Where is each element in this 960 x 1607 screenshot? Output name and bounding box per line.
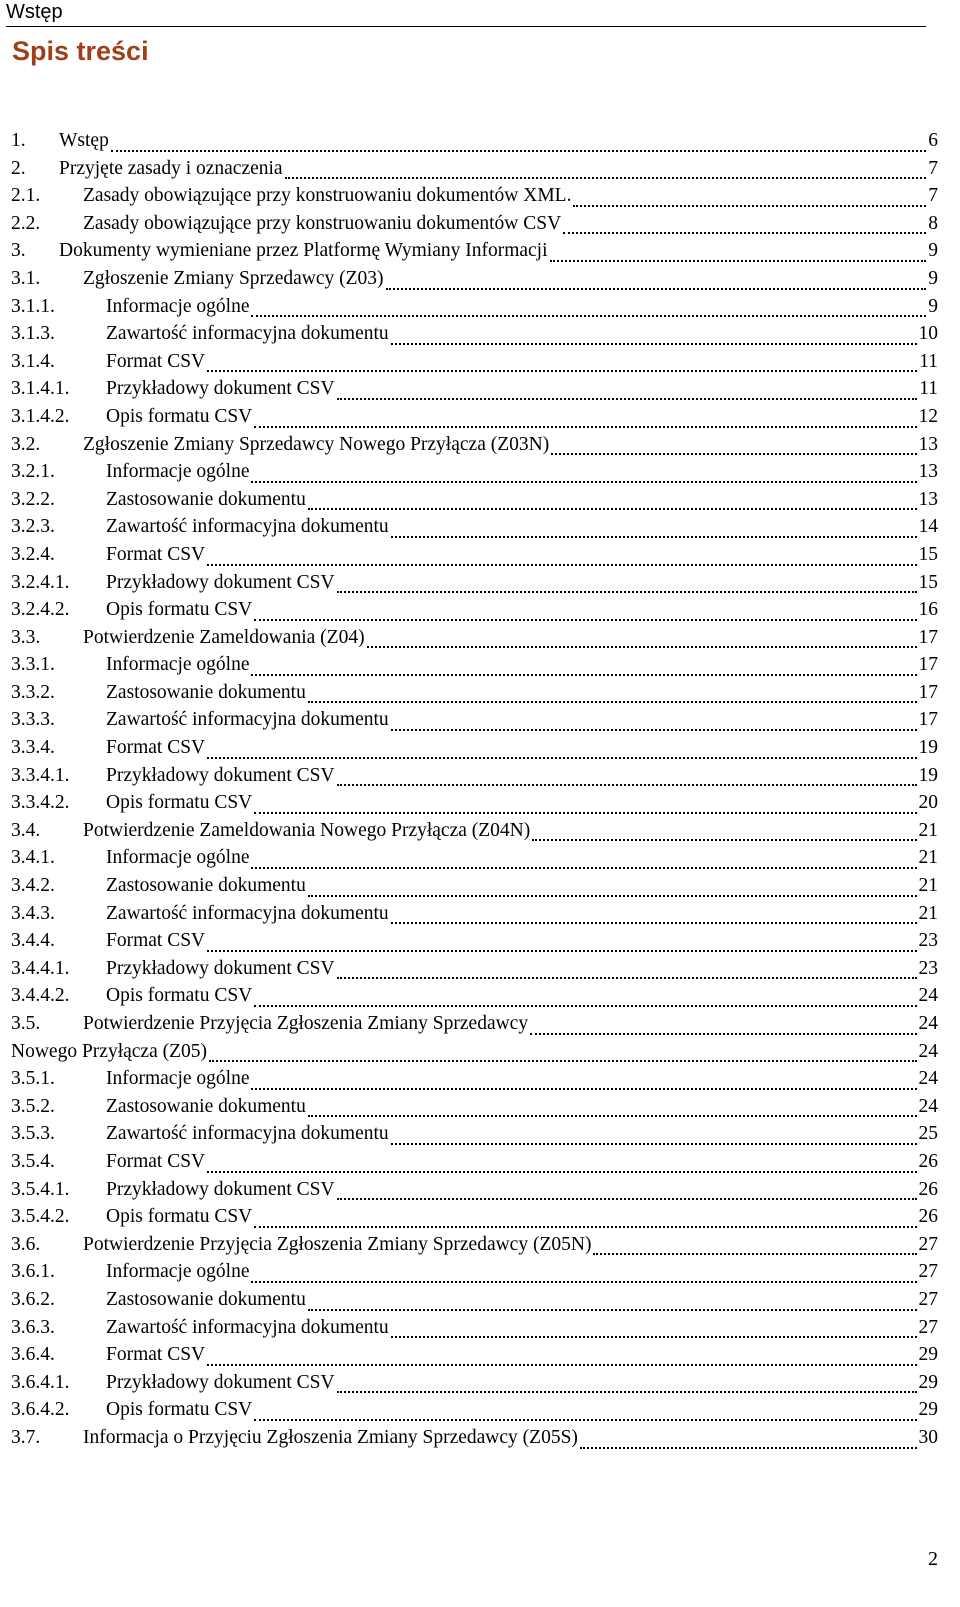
toc-entry-label: Zasady obowiązujące przy konstruowaniu dokumentów CSV [83, 212, 562, 234]
toc-entry-number: 3.1. [11, 267, 41, 289]
toc-entry[interactable] [11, 434, 938, 462]
toc-entry[interactable] [11, 240, 938, 268]
dot-leader [391, 343, 917, 345]
toc-entry-number: 3.4.4. [11, 930, 55, 952]
toc-entry-label: Przykładowy dokument CSV [106, 1371, 335, 1393]
dot-leader [550, 260, 926, 262]
dot-leader [386, 288, 926, 290]
toc-entry-number: 3.4.4.2. [11, 985, 70, 1007]
toc-entry-number: 3.2.1. [11, 461, 55, 483]
toc-entry-label: Zawartość informacyjna dokumentu [106, 516, 389, 538]
toc-entry[interactable] [11, 847, 938, 875]
dot-leader [337, 1198, 917, 1200]
toc-entry-label: Zawartość informacyjna dokumentu [106, 1316, 389, 1338]
toc-entry[interactable] [11, 544, 938, 572]
toc-entry-page: 24 [918, 1013, 938, 1034]
toc-entry-page: 24 [918, 1040, 938, 1062]
dot-leader [254, 1005, 916, 1007]
toc-entry-page: 21 [918, 847, 938, 869]
toc-entry-number: 3.2.3. [11, 516, 55, 538]
page-title: Spis treści [12, 36, 149, 66]
toc-entry-number: 3.2. [11, 433, 41, 455]
toc-entry-number: 3. [11, 240, 26, 262]
dot-leader [251, 674, 916, 676]
toc-entry[interactable] [11, 213, 938, 241]
toc-entry-page: 26 [918, 1206, 938, 1228]
toc-entry-page: 12 [918, 405, 938, 427]
toc-entry[interactable] [11, 985, 938, 1013]
table-of-contents [11, 130, 938, 1455]
toc-entry-label: Potwierdzenie Przyjęcia Zgłoszenia Zmiany Sprzedawcy [83, 1013, 529, 1034]
toc-entry[interactable] [11, 1151, 938, 1179]
toc-entry[interactable] [11, 1317, 938, 1345]
toc-entry-number: 3.6.4. [11, 1344, 55, 1366]
toc-entry-label: Zgłoszenie Zmiany Sprzedawcy (Z03) [83, 267, 384, 289]
toc-entry[interactable] [11, 1344, 938, 1372]
page-number: 2 [928, 1548, 938, 1570]
toc-entry-label: Przykładowy dokument CSV [106, 378, 335, 400]
toc-entry-page: 19 [918, 737, 938, 759]
toc-entry-page: 27 [918, 1316, 938, 1338]
toc-entry-label: Zawartość informacyjna dokumentu [106, 1123, 389, 1145]
toc-entry-page: 30 [918, 1426, 938, 1448]
toc-entry-number: 3.3.1. [11, 654, 55, 676]
toc-entry-page: 8 [928, 212, 938, 234]
toc-entry-label: Przykładowy dokument CSV [106, 957, 335, 979]
dot-leader [251, 315, 926, 317]
dot-leader [308, 1115, 917, 1117]
toc-entry-number: 3.6. [11, 1233, 41, 1255]
toc-entry-number: 3.3.3. [11, 709, 55, 731]
toc-entry-page: 19 [918, 764, 938, 786]
toc-entry-page: 17 [918, 626, 938, 648]
toc-entry[interactable] [11, 875, 938, 903]
toc-entry[interactable] [11, 903, 938, 931]
toc-entry-page: 27 [918, 1261, 938, 1283]
toc-entry-page: 15 [918, 543, 938, 565]
toc-entry-number: 3.1.4.1. [11, 378, 70, 400]
dot-leader [254, 426, 916, 428]
toc-entry[interactable] [11, 1427, 938, 1455]
toc-entry-number: 3.1.1. [11, 295, 55, 317]
toc-entry-page: 24 [918, 985, 938, 1007]
dot-leader [251, 1088, 916, 1090]
toc-entry-label: Opis formatu CSV [106, 985, 253, 1007]
toc-entry[interactable] [11, 737, 938, 765]
toc-entry-label: Potwierdzenie Zameldowania Nowego Przyłącza (Z04N) [83, 819, 531, 841]
toc-entry-label: Opis formatu CSV [106, 405, 253, 427]
toc-entry-label: Informacje ogólne [106, 461, 250, 483]
toc-entry[interactable] [11, 958, 938, 986]
toc-entry[interactable] [11, 572, 938, 600]
toc-entry-page: 24 [918, 1095, 938, 1117]
toc-entry-number: 3.6.1. [11, 1261, 55, 1283]
toc-entry-label: Dokumenty wymieniane przez Platformę Wymiany Informacji [59, 240, 548, 262]
toc-entry-page: 9 [928, 295, 938, 317]
toc-entry[interactable] [11, 1289, 938, 1317]
dot-leader [308, 1309, 917, 1311]
toc-entry-page: 7 [928, 185, 938, 207]
toc-entry-page: 23 [918, 930, 938, 952]
dot-leader [391, 1336, 917, 1338]
dot-leader [593, 1253, 916, 1255]
toc-entry-label: Opis formatu CSV [106, 599, 253, 621]
toc-entry-label: Potwierdzenie Zameldowania (Z04) [83, 626, 365, 648]
toc-entry-page: 26 [918, 1178, 938, 1200]
toc-entry-label: Format CSV [106, 930, 206, 952]
toc-entry[interactable] [11, 1372, 938, 1400]
toc-entry[interactable] [11, 516, 938, 544]
dot-leader [254, 1226, 916, 1228]
toc-entry[interactable] [11, 654, 938, 682]
toc-entry-page: 13 [918, 433, 938, 455]
toc-entry-number: 3.4.2. [11, 875, 55, 897]
dot-leader [573, 205, 926, 207]
toc-entry[interactable] [11, 268, 938, 296]
dot-leader [391, 729, 917, 731]
dot-leader [251, 1281, 916, 1283]
dot-leader [391, 922, 917, 924]
toc-entry-number: 3.5.4.1. [11, 1178, 70, 1200]
toc-entry[interactable] [11, 930, 938, 958]
toc-entry[interactable] [11, 709, 938, 737]
dot-leader [337, 591, 917, 593]
dot-leader [337, 1391, 917, 1393]
toc-entry-number: 3.6.4.2. [11, 1399, 70, 1421]
dot-leader [209, 1060, 917, 1062]
toc-entry-label: Format CSV [106, 543, 206, 565]
toc-entry-page: 11 [919, 378, 938, 400]
toc-entry-number: 3.5.3. [11, 1123, 55, 1145]
toc-entry[interactable] [11, 1234, 938, 1262]
toc-entry-number: 3.5. [11, 1013, 41, 1034]
toc-entry-label: Zawartość informacyjna dokumentu [106, 709, 389, 731]
toc-entry[interactable] [11, 158, 938, 186]
toc-entry-number: 3.2.4. [11, 543, 55, 565]
toc-entry-label: Format CSV [106, 1150, 206, 1172]
toc-entry-label: Zgłoszenie Zmiany Sprzedawcy Nowego Przyłącza (Z03N) [83, 433, 550, 455]
dot-leader [251, 481, 916, 483]
toc-entry-label: Zawartość informacyjna dokumentu [106, 902, 389, 924]
toc-entry[interactable] [11, 351, 938, 379]
toc-entry-label: Zasady obowiązujące przy konstruowaniu dokumentów XML. [83, 185, 572, 207]
toc-entry-label: Przykładowy dokument CSV [106, 1178, 335, 1200]
toc-entry-label: Opis formatu CSV [106, 1206, 253, 1228]
toc-entry[interactable] [11, 185, 938, 213]
toc-entry-page: 27 [918, 1233, 938, 1255]
toc-entry-page: 17 [918, 654, 938, 676]
toc-entry-label: Informacje ogólne [106, 295, 250, 317]
toc-entry[interactable] [11, 489, 938, 517]
toc-entry-number: 3.4. [11, 819, 41, 841]
dot-leader [563, 232, 926, 234]
toc-entry[interactable] [11, 130, 938, 158]
dot-leader [207, 757, 916, 759]
toc-entry-label: Zastosowanie dokumentu [106, 681, 306, 703]
dot-leader [285, 177, 926, 179]
toc-entry[interactable] [11, 1261, 938, 1289]
dot-leader [308, 508, 917, 510]
toc-entry[interactable] [11, 296, 938, 324]
toc-entry-page: 25 [918, 1123, 938, 1145]
toc-entry-number: 3.1.4.2. [11, 405, 70, 427]
toc-entry-number: 3.5.4. [11, 1150, 55, 1172]
toc-entry-label: Format CSV [106, 737, 206, 759]
toc-entry-number: 3.2.2. [11, 488, 55, 510]
toc-entry-page: 14 [918, 516, 938, 538]
toc-entry-page: 21 [918, 875, 938, 897]
toc-entry-label: Informacje ogólne [106, 654, 250, 676]
toc-entry-label: Opis formatu CSV [106, 1399, 253, 1421]
dot-leader [254, 1419, 916, 1421]
dot-leader [337, 784, 917, 786]
toc-entry-label: Przyjęte zasady i oznaczenia [59, 157, 283, 179]
dot-leader [367, 646, 917, 648]
toc-entry-page: 16 [918, 599, 938, 621]
toc-entry-number: 3.1.4. [11, 350, 55, 372]
toc-entry-number: 2.1. [11, 185, 41, 207]
toc-entry-label: Zastosowanie dokumentu [106, 875, 306, 897]
toc-entry-page: 20 [918, 792, 938, 814]
toc-entry-number: 3.3.2. [11, 681, 55, 703]
toc-entry-page: 6 [928, 130, 938, 151]
dot-leader [532, 839, 916, 841]
toc-entry-label: Nowego Przyłącza (Z05) [11, 1040, 207, 1062]
toc-entry-number: 3.5.4.2. [11, 1206, 70, 1228]
toc-entry[interactable] [11, 682, 938, 710]
toc-entry-number: 3.2.4.2. [11, 599, 70, 621]
dot-leader [207, 1171, 916, 1173]
toc-entry-number: 2. [11, 157, 26, 179]
toc-entry-page: 10 [918, 323, 938, 345]
toc-entry-page: 17 [918, 709, 938, 731]
toc-entry-number: 3.1.3. [11, 323, 55, 345]
toc-entry[interactable] [11, 1123, 938, 1151]
toc-entry[interactable] [11, 1041, 938, 1069]
toc-entry-page: 13 [918, 488, 938, 510]
toc-entry-label: Zawartość informacyjna dokumentu [106, 323, 389, 345]
dot-leader [251, 867, 916, 869]
toc-entry-page: 17 [918, 681, 938, 703]
toc-entry[interactable] [11, 1013, 938, 1041]
toc-entry-page: 24 [918, 1068, 938, 1090]
dot-leader [308, 895, 917, 897]
toc-entry-page: 7 [928, 157, 938, 179]
toc-entry-number: 3.4.3. [11, 902, 55, 924]
dot-leader [254, 619, 916, 621]
toc-entry-number: 3.2.4.1. [11, 571, 70, 593]
dot-leader [391, 1143, 917, 1145]
dot-leader [580, 1447, 917, 1449]
toc-entry-page: 21 [918, 819, 938, 841]
toc-entry[interactable] [11, 406, 938, 434]
toc-entry-label: Informacja o Przyjęciu Zgłoszenia Zmiany Sprzedawcy (Z05S) [83, 1426, 578, 1448]
toc-entry-number: 3.3. [11, 626, 41, 648]
toc-entry-page: 29 [918, 1371, 938, 1393]
toc-entry-number: 3.7. [11, 1426, 41, 1448]
toc-entry[interactable] [11, 1068, 938, 1096]
dot-leader [337, 398, 918, 400]
toc-entry-label: Zastosowanie dokumentu [106, 1095, 306, 1117]
toc-entry-number: 3.6.3. [11, 1316, 55, 1338]
toc-entry[interactable] [11, 820, 938, 848]
toc-entry-number: 3.5.2. [11, 1095, 55, 1117]
dot-leader [207, 1364, 916, 1366]
toc-entry-number: 3.5.1. [11, 1068, 55, 1090]
toc-entry-page: 9 [928, 267, 938, 289]
toc-entry-number: 1. [11, 130, 26, 151]
toc-entry-number: 2.2. [11, 212, 41, 234]
toc-entry[interactable] [11, 599, 938, 627]
toc-entry-label: Wstęp [59, 130, 109, 151]
toc-entry-number: 3.4.4.1. [11, 957, 70, 979]
toc-entry-label: Potwierdzenie Przyjęcia Zgłoszenia Zmiany Sprzedawcy (Z05N) [83, 1233, 592, 1255]
toc-entry-page: 29 [918, 1344, 938, 1366]
dot-leader [254, 812, 916, 814]
toc-entry-number: 3.6.2. [11, 1288, 55, 1310]
toc-entry-number: 3.3.4.1. [11, 764, 70, 786]
toc-entry-number: 3.6.4.1. [11, 1371, 70, 1393]
toc-entry-label: Zastosowanie dokumentu [106, 1288, 306, 1310]
toc-entry[interactable] [11, 323, 938, 351]
running-header [6, 0, 926, 27]
header-section-title: Wstęp [6, 1, 63, 23]
toc-entry[interactable] [11, 792, 938, 820]
toc-entry[interactable] [11, 1206, 938, 1234]
toc-entry-page: 21 [918, 902, 938, 924]
toc-entry-page: 13 [918, 461, 938, 483]
toc-entry-label: Informacje ogólne [106, 847, 250, 869]
toc-entry-page: 15 [918, 571, 938, 593]
dot-leader [391, 536, 917, 538]
toc-entry-page: 29 [918, 1399, 938, 1421]
toc-entry-page: 26 [918, 1150, 938, 1172]
toc-entry-label: Opis formatu CSV [106, 792, 253, 814]
toc-entry[interactable] [11, 765, 938, 793]
toc-entry-label: Format CSV [106, 1344, 206, 1366]
toc-entry[interactable] [11, 1399, 938, 1427]
dot-leader [207, 370, 917, 372]
toc-entry-page: 27 [918, 1288, 938, 1310]
toc-entry[interactable] [11, 627, 938, 655]
toc-entry[interactable] [11, 378, 938, 406]
toc-entry-number: 3.3.4. [11, 737, 55, 759]
toc-entry-label: Informacje ogólne [106, 1068, 250, 1090]
toc-entry-number: 3.4.1. [11, 847, 55, 869]
dot-leader [337, 977, 917, 979]
dot-leader [207, 950, 916, 952]
toc-entry[interactable] [11, 461, 938, 489]
toc-entry-page: 11 [919, 350, 938, 372]
toc-entry-label: Przykładowy dokument CSV [106, 764, 335, 786]
toc-entry-label: Format CSV [106, 350, 206, 372]
dot-leader [207, 564, 916, 566]
toc-entry-label: Informacje ogólne [106, 1261, 250, 1283]
toc-entry-page: 23 [918, 957, 938, 979]
toc-entry[interactable] [11, 1096, 938, 1124]
dot-leader [530, 1033, 916, 1035]
dot-leader [308, 701, 917, 703]
dot-leader [551, 453, 916, 455]
toc-entry-label: Przykładowy dokument CSV [106, 571, 335, 593]
toc-entry[interactable] [11, 1179, 938, 1207]
toc-entry-page: 9 [928, 240, 938, 262]
dot-leader [111, 150, 926, 152]
toc-entry-number: 3.3.4.2. [11, 792, 70, 814]
toc-entry-label: Zastosowanie dokumentu [106, 488, 306, 510]
